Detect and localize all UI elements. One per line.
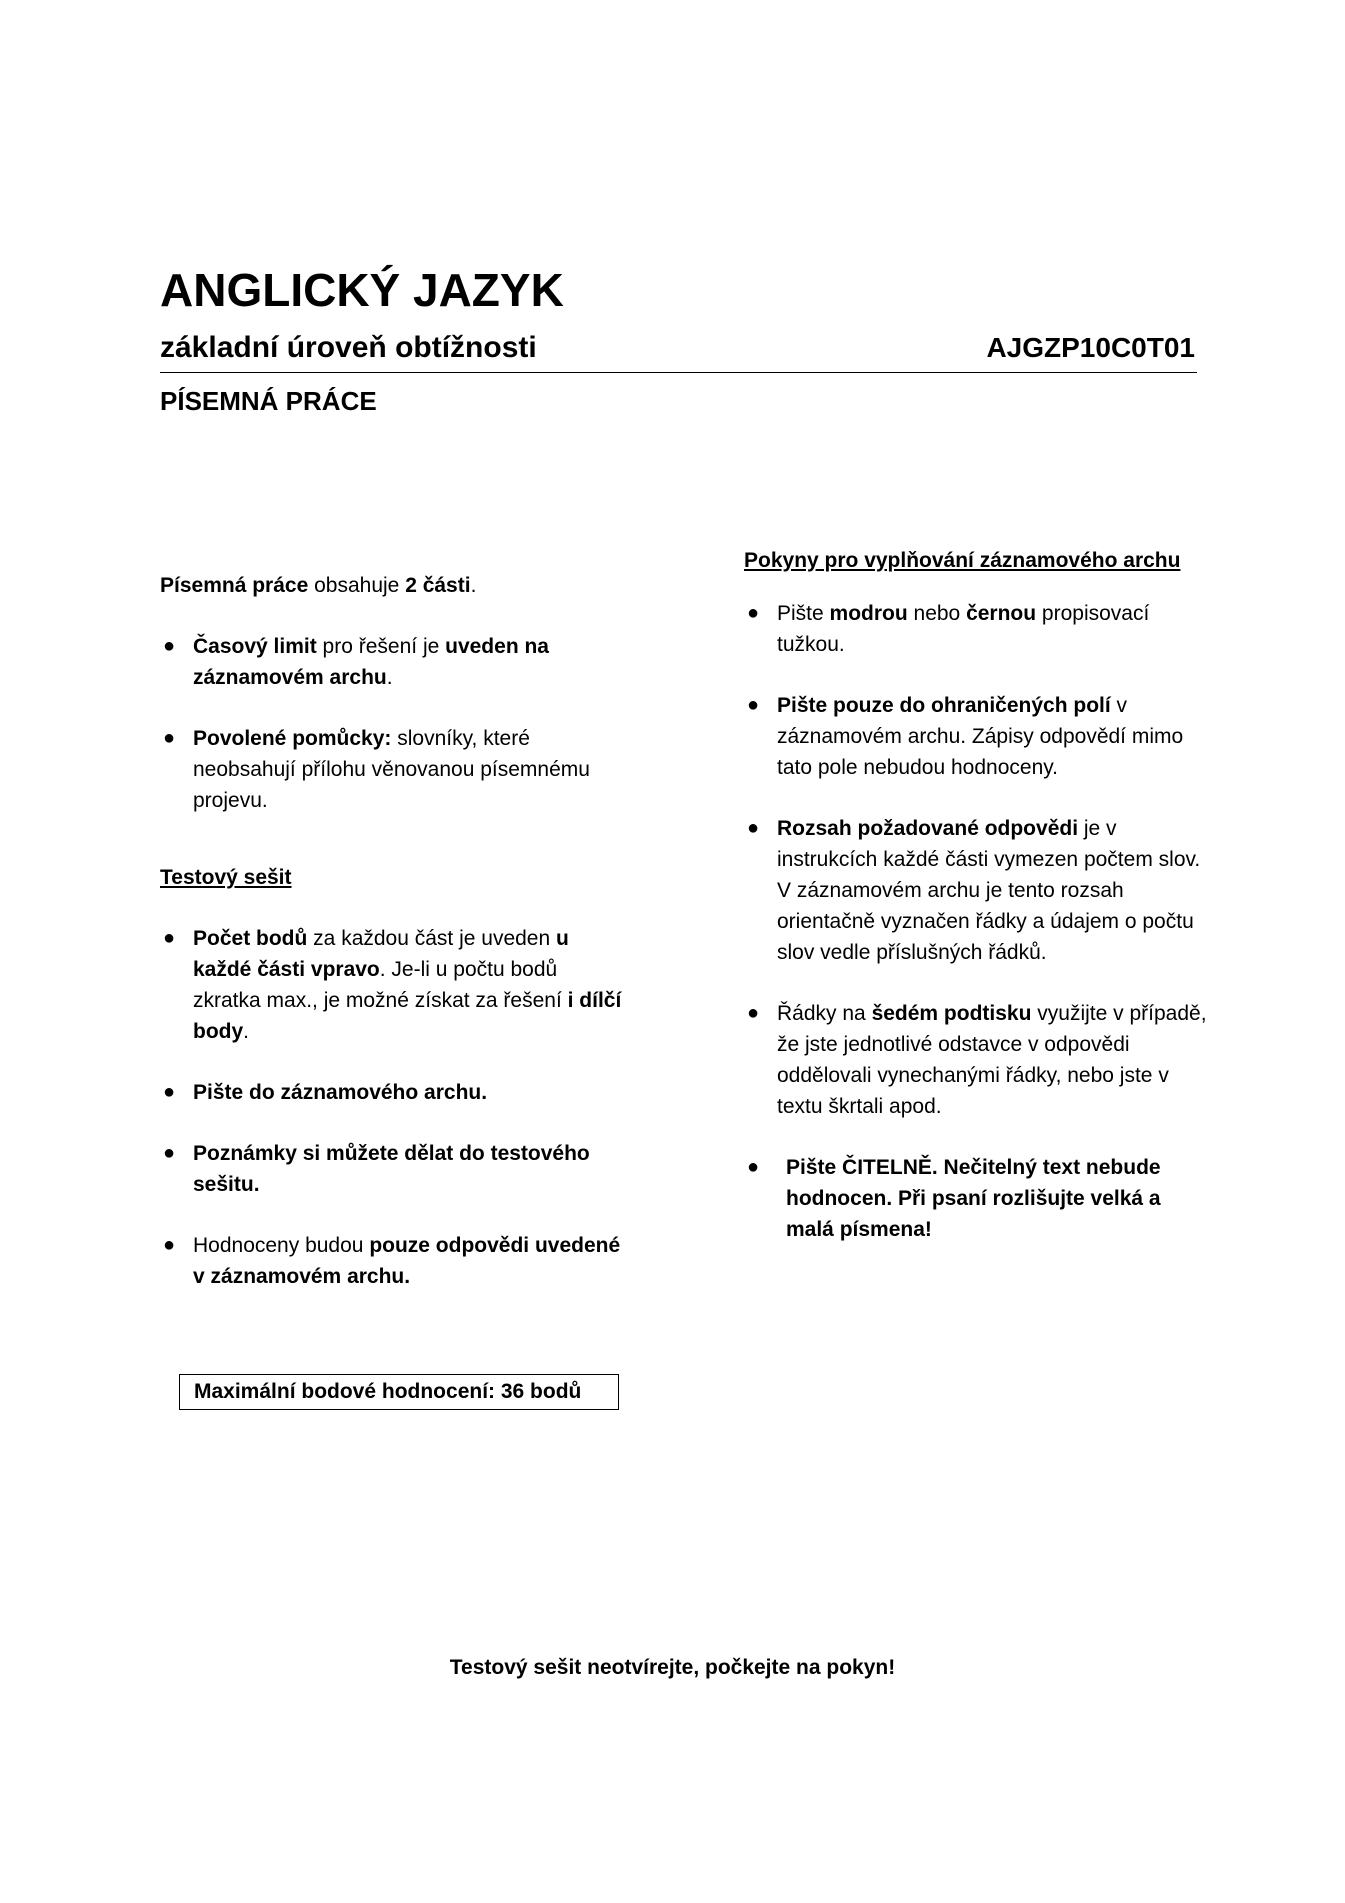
bullet-icon: ● bbox=[163, 927, 176, 949]
bullet-icon: ● bbox=[747, 1156, 760, 1178]
exam-code: AJGZP10C0T01 bbox=[986, 332, 1195, 363]
answer-sheet-heading: Pokyny pro vyplňování záznamového archu bbox=[744, 549, 1181, 572]
bullet-icon: ● bbox=[163, 1142, 176, 1164]
bullet-icon: ● bbox=[163, 727, 176, 749]
bullet-icon: ● bbox=[163, 1081, 176, 1103]
list-item: ● Hodnoceny budou pouze odpovědi uvedené v záznamovém archu. bbox=[160, 1230, 630, 1292]
left-column bbox=[160, 570, 630, 1322]
bullet-icon: ● bbox=[747, 602, 760, 624]
list-item: ● Řádky na šedém podtisku využijte v případě, že jste jednotlivé odstavce v odpovědi oddělovali vynechanými řádky, nebo jste v textu škrtali apod. bbox=[744, 998, 1214, 1122]
intro-text: Písemná práce obsahuje 2 části. bbox=[160, 574, 477, 597]
list-item: ● Pište pouze do ohraničených polí v záznamovém archu. Zápisy odpovědí mimo tato pole nebudou hodnoceny. bbox=[744, 690, 1214, 783]
list-item: ● Počet bodů za každou část je uveden u každé části vpravo. Je-li u počtu bodů zkratka max., je možné získat za řešení i dílčí body. bbox=[160, 923, 630, 1047]
list-item: ● Povolené pomůcky: slovníky, které neobsahují přílohu věnovanou písemnému projevu. bbox=[160, 723, 630, 816]
list-item: ● Rozsah požadované odpovědi je v instrukcích každé části vymezen počtem slov. V záznamovém archu je tento rozsah orientačně vyznačen řádky a údajem o počtu slov vedle příslušných řádků. bbox=[744, 813, 1214, 968]
difficulty-level: základní úroveň obtížnosti bbox=[160, 331, 537, 364]
footer-note: Testový sešit neotvírejte, počkejte na pokyn! bbox=[449, 1656, 896, 1679]
list-item: ● Pište do záznamového archu. bbox=[160, 1077, 630, 1108]
bullet-icon: ● bbox=[163, 635, 176, 657]
right-column bbox=[744, 545, 1214, 1275]
answer-sheet-instructions-list bbox=[744, 598, 1214, 1245]
list-item: ● Pište ČITELNĚ. Nečitelný text nebude hodnocen. Při psaní rozlišujte velká a malá písmena! bbox=[744, 1152, 1214, 1245]
subtitle-row bbox=[160, 330, 1197, 373]
bullet-icon: ● bbox=[747, 817, 760, 839]
max-score-box: Maximální bodové hodnocení: 36 bodů bbox=[179, 1374, 619, 1410]
bullet-icon: ● bbox=[747, 694, 760, 716]
bullet-icon: ● bbox=[747, 1002, 760, 1024]
test-booklet-heading: Testový sešit bbox=[160, 866, 292, 889]
list-item: ● Poznámky si můžete dělat do testového sešitu. bbox=[160, 1138, 630, 1200]
list-item: ● Časový limit pro řešení je uveden na záznamovém archu. bbox=[160, 631, 630, 693]
booklet-instructions-list bbox=[160, 923, 630, 1292]
general-instructions-list bbox=[160, 631, 630, 816]
exam-title: ANGLICKÝ JAZYK bbox=[160, 264, 564, 316]
section-title: PÍSEMNÁ PRÁCE bbox=[160, 386, 377, 416]
bullet-icon: ● bbox=[163, 1234, 176, 1256]
list-item: ● Pište modrou nebo černou propisovací tužkou. bbox=[744, 598, 1214, 660]
